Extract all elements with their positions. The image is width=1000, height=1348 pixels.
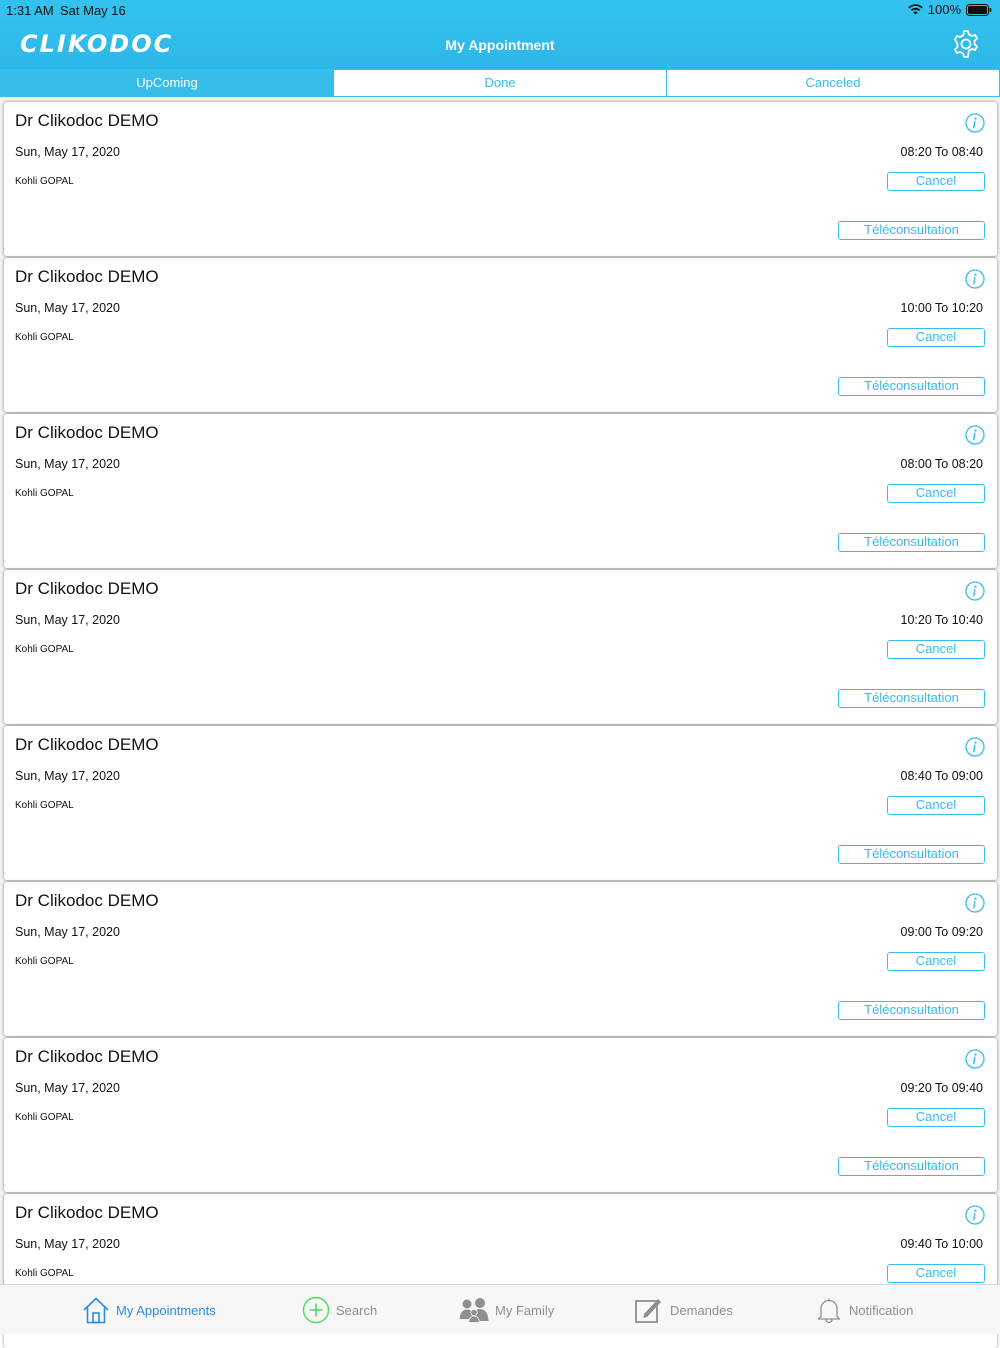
patient-name: Kohli GOPAL [15,332,74,343]
appointment-time: 08:00 To 08:20 [900,457,983,471]
cancel-button[interactable]: Cancel [887,172,985,191]
cancel-button[interactable]: Cancel [887,1108,985,1127]
appointment-card [4,1038,997,1192]
segmented-tabs [0,69,1000,97]
appointment-date: Sun, May 17, 2020 [15,769,120,783]
teleconsultation-button[interactable]: Téléconsultation [838,377,985,396]
info-icon[interactable] [965,1049,985,1069]
header [0,0,1000,69]
appointment-list[interactable] [0,97,1000,1284]
patient-name: Kohli GOPAL [15,1112,74,1123]
tab-canceled[interactable]: Canceled [667,70,999,96]
appointment-card [4,882,997,1036]
patient-name: Kohli GOPAL [15,956,74,967]
info-icon[interactable] [965,893,985,913]
patient-name: Kohli GOPAL [15,488,74,499]
battery-icon [966,4,992,16]
appointment-time: 10:20 To 10:40 [900,613,983,627]
status-date: Sat May 16 [60,3,126,18]
cancel-button[interactable]: Cancel [887,328,985,347]
cancel-button[interactable]: Cancel [887,1264,985,1283]
appointment-card [4,570,997,724]
teleconsultation-button[interactable]: Téléconsultation [838,689,985,708]
battery-percent: 100% [927,2,961,17]
status-time: 1:31 AM [6,3,54,18]
info-icon[interactable] [965,1205,985,1225]
appointment-date: Sun, May 17, 2020 [15,1237,120,1251]
doctor-name: Dr Clikodoc DEMO [15,579,159,598]
tabbar-item-notification[interactable] [815,1285,913,1335]
tabbar-label: Notification [849,1302,914,1318]
appointment-time: 09:20 To 09:40 [900,1081,983,1095]
plus-circle-icon [302,1296,330,1324]
patient-name: Kohli GOPAL [15,800,74,811]
family-icon [459,1297,489,1323]
appointment-card [4,258,997,412]
teleconsultation-button[interactable]: Téléconsultation [838,1157,985,1176]
patient-name: Kohli GOPAL [15,176,74,187]
status-bar [0,0,1000,20]
appointment-date: Sun, May 17, 2020 [15,457,120,471]
page-title: My Appointment [445,37,555,53]
appointment-date: Sun, May 17, 2020 [15,1081,120,1095]
patient-name: Kohli GOPAL [15,1268,74,1279]
appointment-card [4,414,997,568]
doctor-name: Dr Clikodoc DEMO [15,267,159,286]
info-icon[interactable] [965,737,985,757]
edit-icon [634,1296,664,1324]
status-right [908,2,992,17]
appointment-time: 09:40 To 10:00 [900,1237,983,1251]
cancel-button[interactable]: Cancel [887,952,985,971]
appointment-time: 09:00 To 09:20 [900,925,983,939]
tabbar-label: My Family [495,1302,555,1318]
wifi-icon [908,4,923,15]
cancel-button[interactable]: Cancel [887,484,985,503]
cancel-button[interactable]: Cancel [887,640,985,659]
doctor-name: Dr Clikodoc DEMO [15,735,159,754]
tabbar-label: Search [336,1302,378,1318]
tabbar-item-search[interactable] [302,1285,377,1335]
tab-upcoming[interactable]: UpComing [1,70,334,96]
info-icon[interactable] [965,269,985,289]
doctor-name: Dr Clikodoc DEMO [15,891,159,910]
patient-name: Kohli GOPAL [15,644,74,655]
doctor-name: Dr Clikodoc DEMO [15,423,159,442]
teleconsultation-button[interactable]: Téléconsultation [838,533,985,552]
doctor-name: Dr Clikodoc DEMO [15,111,159,130]
info-icon[interactable] [965,113,985,133]
tabbar-item-my-appointments[interactable] [82,1285,216,1335]
appointment-date: Sun, May 17, 2020 [15,145,120,159]
doctor-name: Dr Clikodoc DEMO [15,1203,159,1222]
bell-icon [815,1296,843,1324]
info-icon[interactable] [965,425,985,445]
tabbar-item-demandes[interactable] [634,1285,733,1335]
appointment-time: 08:20 To 08:40 [900,145,983,159]
tabbar-label: Demandes [670,1302,733,1318]
home-icon [82,1296,110,1324]
info-icon[interactable] [965,581,985,601]
appointment-time: 10:00 To 10:20 [900,301,983,315]
gear-icon[interactable] [951,29,981,59]
appointment-date: Sun, May 17, 2020 [15,301,120,315]
appointment-date: Sun, May 17, 2020 [15,925,120,939]
app-logo: CLIKODOC [20,30,174,58]
teleconsultation-button[interactable]: Téléconsultation [838,221,985,240]
appointment-date: Sun, May 17, 2020 [15,613,120,627]
tab-done[interactable]: Done [334,70,667,96]
cancel-button[interactable]: Cancel [887,796,985,815]
appointment-card [4,726,997,880]
bottom-tab-bar [0,1284,1000,1334]
appointment-time: 08:40 To 09:00 [900,769,983,783]
doctor-name: Dr Clikodoc DEMO [15,1047,159,1066]
appointment-card [4,102,997,256]
tabbar-item-my-family[interactable] [459,1285,554,1335]
tabbar-label: My Appointments [116,1302,216,1318]
teleconsultation-button[interactable]: Téléconsultation [838,1001,985,1020]
teleconsultation-button[interactable]: Téléconsultation [838,845,985,864]
